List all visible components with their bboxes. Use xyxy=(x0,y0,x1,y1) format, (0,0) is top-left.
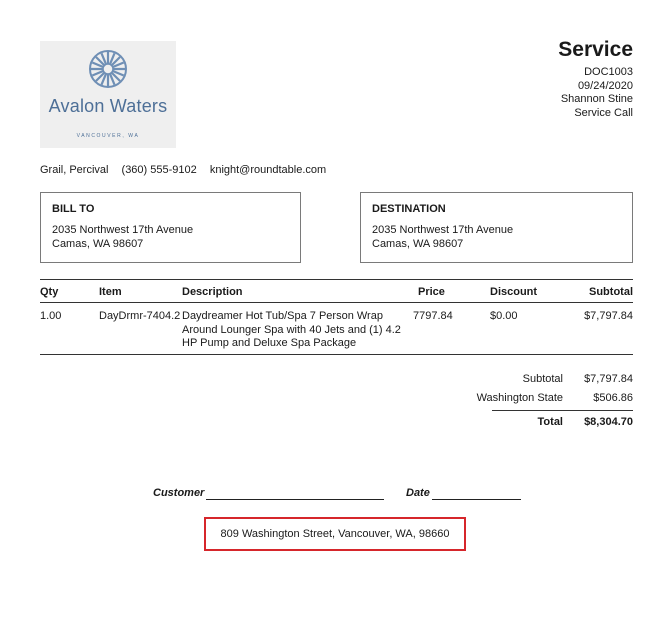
bill-to-title: BILL TO xyxy=(52,203,95,215)
customer-phone: (360) 555-9102 xyxy=(121,164,197,176)
document-person: Shannon Stine xyxy=(560,93,633,105)
destination-title: DESTINATION xyxy=(372,203,446,215)
customer-name: Grail, Percival xyxy=(40,164,109,176)
row-discount: $0.00 xyxy=(490,310,518,322)
destination-box xyxy=(360,192,633,263)
bill-to-line1: 2035 Northwest 17th Avenue xyxy=(52,224,194,236)
header-price: Price xyxy=(418,286,445,298)
date-signature-label: Date xyxy=(406,487,430,499)
footer-address: 809 Washington Street, Vancouver, WA, 98660 xyxy=(220,528,450,540)
header-discount: Discount xyxy=(490,286,538,298)
company-logo xyxy=(40,41,176,148)
logo-emblem-icon xyxy=(88,49,128,89)
row-subtotal: $7,797.84 xyxy=(584,310,633,322)
bill-to-line2: Camas, WA 98607 xyxy=(52,237,144,250)
header-subtotal: Subtotal xyxy=(589,286,633,298)
header-item: Item xyxy=(99,286,122,298)
footer-address-highlight xyxy=(204,517,466,551)
row-qty: 1.00 xyxy=(40,310,62,322)
document-type: Service Call xyxy=(574,106,633,119)
totals-divider xyxy=(492,410,633,411)
customer-signature-line xyxy=(206,499,384,500)
document-number: DOC1003 xyxy=(584,66,633,78)
tax-value: $506.86 xyxy=(593,392,633,404)
header-qty: Qty xyxy=(40,286,59,298)
total-value: $8,304.70 xyxy=(584,416,633,428)
destination-line1: 2035 Northwest 17th Avenue xyxy=(372,224,514,236)
row-description: Daydreamer Hot Tub/Spa 7 Person Wrap Around Lounger Spa with 40 Jets and (1) 4.2 HP Pump and Deluxe Spa Package xyxy=(182,310,401,349)
document-info xyxy=(558,38,633,120)
row-item: DayDrmr-7404.2 xyxy=(99,310,181,322)
header-description: Description xyxy=(182,286,243,298)
document-title: Service xyxy=(558,38,633,61)
logo-name: Avalon Waters xyxy=(48,96,168,116)
customer-contact xyxy=(40,164,336,176)
document-date: 09/24/2020 xyxy=(577,79,633,92)
row-price: 7797.84 xyxy=(413,310,453,322)
customer-email: knight@roundtable.com xyxy=(209,164,327,176)
table-bottom-divider xyxy=(40,354,633,355)
subtotal-label: Subtotal xyxy=(522,373,563,385)
total-label: Total xyxy=(537,416,563,428)
subtotal-value: $7,797.84 xyxy=(584,373,633,385)
bill-to-box xyxy=(40,192,301,263)
customer-signature-label: Customer xyxy=(153,487,205,499)
date-signature-line xyxy=(432,499,521,500)
tax-label: Washington State xyxy=(476,392,563,404)
destination-line2: Camas, WA 98607 xyxy=(372,237,464,250)
table-top-divider xyxy=(40,279,633,280)
table-header-divider xyxy=(40,302,633,303)
logo-city: VANCOUVER, WA xyxy=(76,133,140,139)
